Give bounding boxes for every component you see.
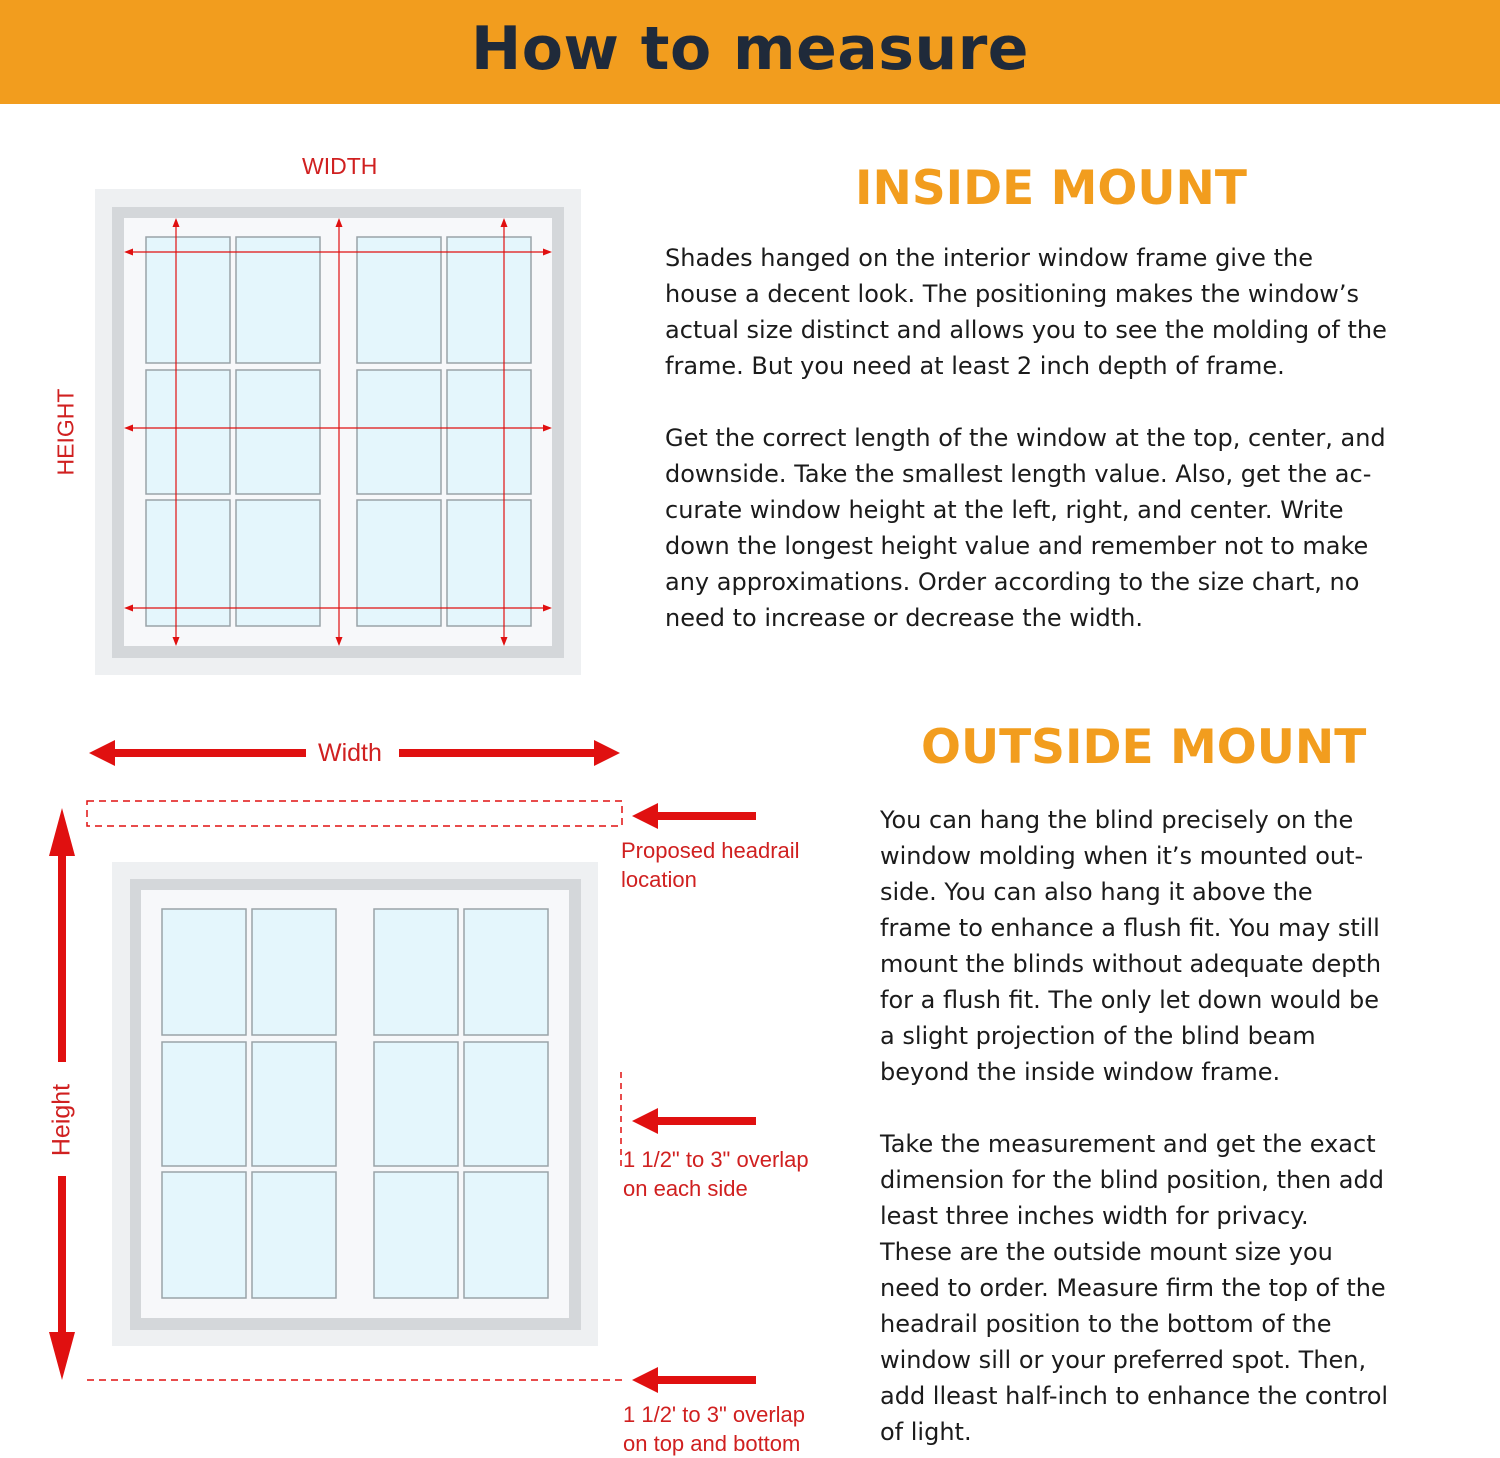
window-pane [236,237,320,363]
label-line: location [621,867,697,892]
window-pane [447,237,531,363]
window-inner [124,218,552,646]
inside-mount-title: INSIDE MOUNT [855,161,1247,216]
text-line: These are the outside mount size you [880,1238,1333,1266]
text-line: need to increase or decrease the width. [665,604,1143,632]
window-frame [112,207,564,658]
text-line: Take the measurement and get the exact [880,1130,1376,1158]
text-line: actual size distinct and allows you to see the molding of the [665,316,1387,344]
window-pane [146,370,230,494]
label-line: 1 1/2" to 3" overlap [623,1147,809,1172]
inside-height-label: HEIGHT [52,388,79,476]
text-line: headrail position to the bottom of the [880,1310,1332,1338]
outside-mount-paragraph-1 [880,802,1381,1090]
text-line: Get the correct length of the window at the top, center, and [665,424,1386,452]
window-pane [357,500,441,626]
label-line: on each side [623,1176,748,1201]
window-outer-frame [112,862,598,1346]
text-line: beyond the inside window frame. [880,1058,1281,1086]
window-pane [447,370,531,494]
arrow-head [543,249,552,256]
window-pane [162,909,246,1035]
outside-width-label: Width [318,739,382,767]
window-outer-frame [95,189,581,675]
proposed-headrail-box [87,801,622,826]
arrow-head [336,637,343,646]
width-arrow-right [399,740,620,766]
text-line: any approximations. Order according to the size chart, no [665,568,1360,596]
text-line: house a decent look. The positioning makes the window’s [665,280,1360,308]
window-pane [464,909,548,1035]
window-pane [357,370,441,494]
top-bottom-overlap-label [623,1400,805,1458]
height-arrow-down [49,1176,75,1380]
label-line: 1 1/2' to 3" overlap [623,1402,806,1427]
arrow-head [124,249,133,256]
arrow-head [336,218,343,227]
headrail-pointer-arrow [632,803,756,829]
arrow-head [124,605,133,612]
text-line: of light. [880,1418,972,1446]
inside-mount-paragraph-2 [665,420,1386,636]
outside-height-label: Height [47,1083,76,1157]
window-pane [252,1042,336,1166]
text-line: add lleast half-inch to enhance the control [880,1382,1389,1410]
side-overlap-pointer-arrow [632,1108,756,1134]
arrow-head [543,605,552,612]
window-pane [464,1172,548,1298]
text-line: curate window height at the left, right, and center. Write [665,496,1344,524]
window-pane [447,500,531,626]
window-pane [146,237,230,363]
text-line: down the longest height value and remember not to make [665,532,1369,560]
window-pane [162,1042,246,1166]
window-pane [146,500,230,626]
text-line: window sill or your preferred spot. Then, [880,1346,1367,1374]
arrow-head [124,425,133,432]
width-arrow-left [89,740,306,766]
text-line: least three inches width for privacy. [880,1202,1309,1230]
text-line: frame. But you need at least 2 inch depth of frame. [665,352,1285,380]
arrow-head [173,637,180,646]
outside-mount-paragraph-2 [880,1126,1388,1450]
window-pane [464,1042,548,1166]
text-line: You can hang the blind precisely on the [880,806,1354,834]
arrow-head [543,425,552,432]
inside-width-label: WIDTH [302,153,378,179]
text-line: mount the blinds without adequate depth [880,950,1382,978]
label-line: on top and bottom [623,1431,801,1456]
window-pane [374,909,458,1035]
label-line: Proposed headrail [621,838,800,863]
window-pane [236,370,320,494]
text-line: window molding when it’s mounted out- [880,842,1364,870]
inside-mount-paragraph-1 [665,240,1387,384]
headrail-label [621,836,800,894]
side-overlap-label [623,1145,809,1203]
window-pane [374,1042,458,1166]
window-pane [236,500,320,626]
height-arrow-up [49,808,75,1062]
window-pane [252,1172,336,1298]
outside-mount-title: OUTSIDE MOUNT [921,720,1367,775]
arrow-head [501,637,508,646]
window-pane [357,237,441,363]
text-line: frame to enhance a flush fit. You may still [880,914,1380,942]
text-line: side. You can also hang it above the [880,878,1313,906]
header-banner [0,0,1500,104]
text-line: need to order. Measure firm the top of the [880,1274,1386,1302]
text-line: a slight projection of the blind beam [880,1022,1316,1050]
window-pane [374,1172,458,1298]
window-pane [252,909,336,1035]
text-line: Shades hanged on the interior window frame give the [665,244,1313,272]
text-line: downside. Take the smallest length value. Also, get the ac- [665,460,1372,488]
window-inner [141,890,569,1318]
text-line: for a flush fit. The only let down would be [880,986,1379,1014]
arrow-head [173,218,180,227]
window-frame [130,879,581,1330]
window-pane [162,1172,246,1298]
arrow-head [501,218,508,227]
top-bottom-overlap-pointer-arrow [632,1367,756,1393]
text-line: dimension for the blind position, then add [880,1166,1384,1194]
page-title: How to measure [471,14,1029,84]
